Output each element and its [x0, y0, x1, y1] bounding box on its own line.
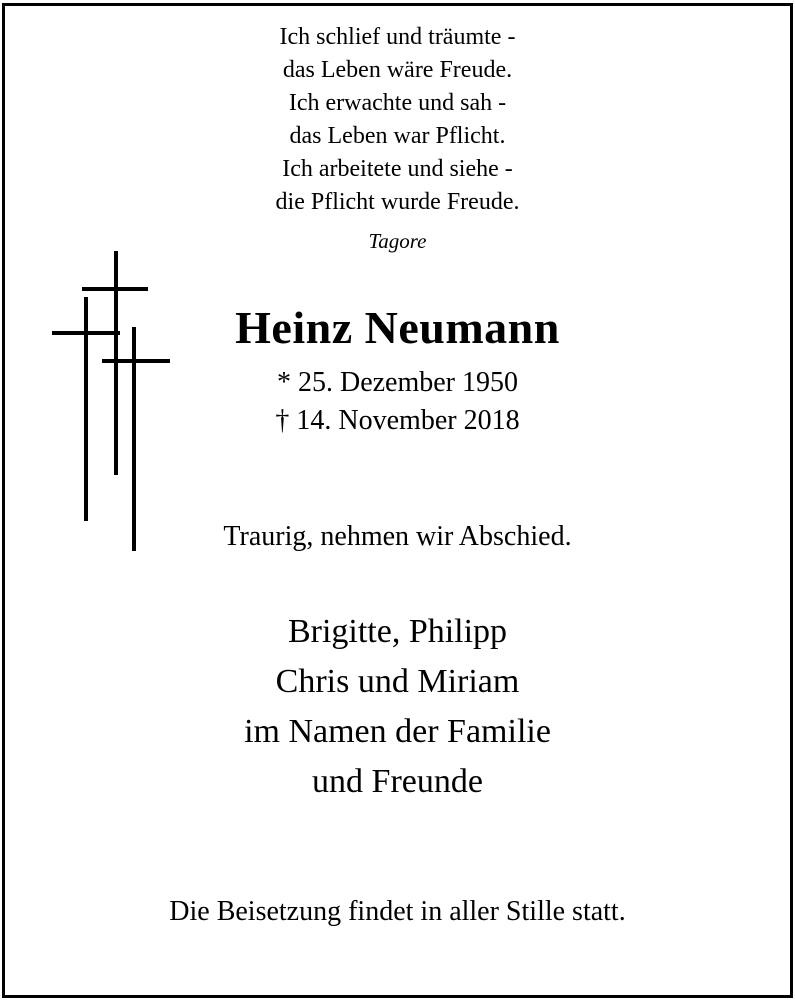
- mourner-line: Brigitte, Philipp: [287, 613, 508, 650]
- poem: [0, 21, 795, 219]
- poem-author: Tagore: [368, 229, 427, 253]
- poem-line: die Pflicht wurde Freude.: [275, 189, 520, 215]
- mourner-line: im Namen der Familie: [244, 713, 551, 750]
- poem-line: Ich arbeitete und siehe -: [282, 156, 513, 182]
- mourner-line: und Freunde: [312, 763, 483, 800]
- poem-line: das Leben wäre Freude.: [282, 57, 513, 83]
- birth-date: * 25. Dezember 1950: [276, 367, 519, 398]
- death-date: † 14. November 2018: [275, 405, 520, 436]
- farewell-text: Traurig, nehmen wir Abschied.: [223, 521, 572, 552]
- deceased-name: Heinz Neumann: [235, 302, 560, 353]
- mourner-line: Chris und Miriam: [275, 663, 520, 700]
- life-dates: [0, 364, 795, 440]
- burial-note: Die Beisetzung findet in aller Stille statt.: [169, 896, 626, 927]
- poem-line: Ich schlief und träumte -: [279, 24, 516, 50]
- mourners: [0, 607, 795, 807]
- poem-line: Ich erwachte und sah -: [288, 90, 507, 116]
- poem-line: das Leben war Pflicht.: [289, 123, 506, 149]
